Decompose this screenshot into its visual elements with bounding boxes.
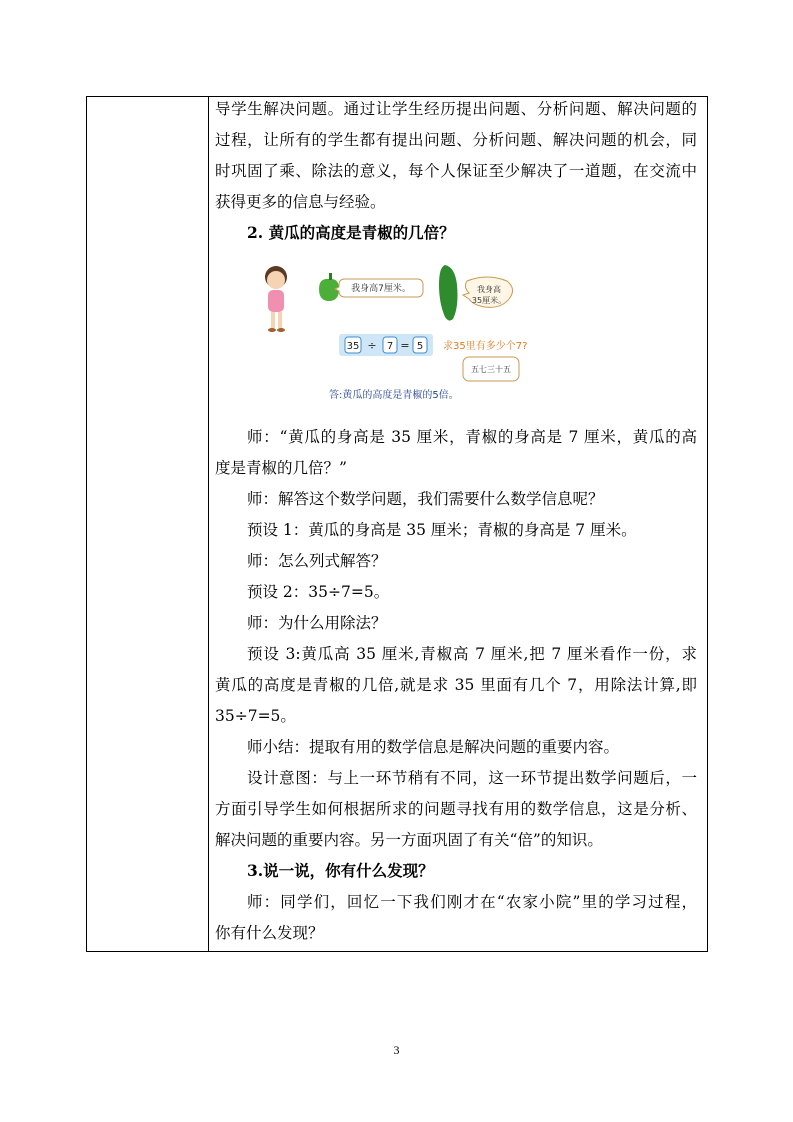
text-line: 解决问题的重要内容。另一方面巩固了有关“倍”的知识。 <box>215 831 603 849</box>
text-line: 你有什么发现？ <box>215 924 324 942</box>
text-line: 师：为什么用除法？ <box>247 614 387 632</box>
equation-equals: = <box>400 339 410 352</box>
text-line: 预设 1：黄瓜的身高是 35 厘米；青椒的身高是 7 厘米。 <box>247 521 637 539</box>
page-number: 3 <box>393 1043 400 1057</box>
question-text: 求35里有多少个7? <box>443 341 528 352</box>
text-line: 师：怎么列式解答？ <box>247 552 387 570</box>
text-line: 过程，让所有的学生都有提出问题、分析问题、解决问题的机会，同 <box>215 131 697 149</box>
equation-number-b: 7 <box>386 341 394 352</box>
text-line: 师：“黄瓜的身高是 35 厘米，青椒的身高是 7 厘米，黄瓜的高 <box>247 428 697 446</box>
section-heading: 2. 黄瓜的高度是青椒的几倍？ <box>247 223 455 242</box>
text-line: 师：同学们，回忆一下我们刚才在“农家小院”里的学习过程， <box>247 893 697 911</box>
answer-text: 答:黄瓜的高度是青椒的5倍。 <box>329 390 459 401</box>
cucumber-bubble-text-2: 35厘米。 <box>471 296 507 305</box>
text-line: 方面引导学生如何根据所求的问题寻找有用的数学信息，这是分析、 <box>215 800 697 818</box>
text-line: 获得更多的信息与经验。 <box>215 193 386 211</box>
cucumber-bubble-text-1: 我身高 <box>477 285 501 294</box>
pepper-stem <box>329 273 332 280</box>
text-line: 35÷7=5。 <box>215 707 296 725</box>
text-line: 黄瓜的高度是青椒的几倍,就是求 35 里面有几个 7，用除法计算,即 <box>215 676 697 694</box>
section-heading: 3.说一说，你有什么发现？ <box>247 861 434 880</box>
text-line: 导学生解决问题。通过让学生经历提出问题、分析问题、解决问题的 <box>215 100 697 118</box>
text-line: 师：解答这个数学问题，我们需要什么数学信息呢？ <box>247 490 604 508</box>
equation-operator: ÷ <box>367 339 377 352</box>
pepper-bubble-text: 我身高7厘米。 <box>351 284 411 294</box>
text-line: 预设 2：35÷7=5。 <box>247 583 390 601</box>
text-line: 度是青椒的几倍？” <box>215 459 347 477</box>
hint-text: 五七三十五 <box>471 365 511 374</box>
text-line: 师小结：提取有用的数学信息是解决问题的重要内容。 <box>247 738 620 756</box>
lesson-table <box>86 96 708 952</box>
text-line: 预设 3:黄瓜高 35 厘米,青椒高 7 厘米,把 7 厘米看作一份，求 <box>247 645 697 663</box>
cucumber-icon <box>439 265 458 321</box>
equation-number-c: 5 <box>416 341 424 352</box>
text-line: 设计意图：与上一环节稍有不同，这一环节提出数学问题后，一 <box>247 769 697 787</box>
girl-figure <box>265 266 287 332</box>
cucumber-pepper-illustration <box>249 257 549 407</box>
equation-number-a: 35 <box>346 341 360 352</box>
content-cell <box>209 97 707 951</box>
text-line: 时巩固了乘、除法的意义，每个人保证至少解决了一道题，在交流中 <box>215 162 697 180</box>
